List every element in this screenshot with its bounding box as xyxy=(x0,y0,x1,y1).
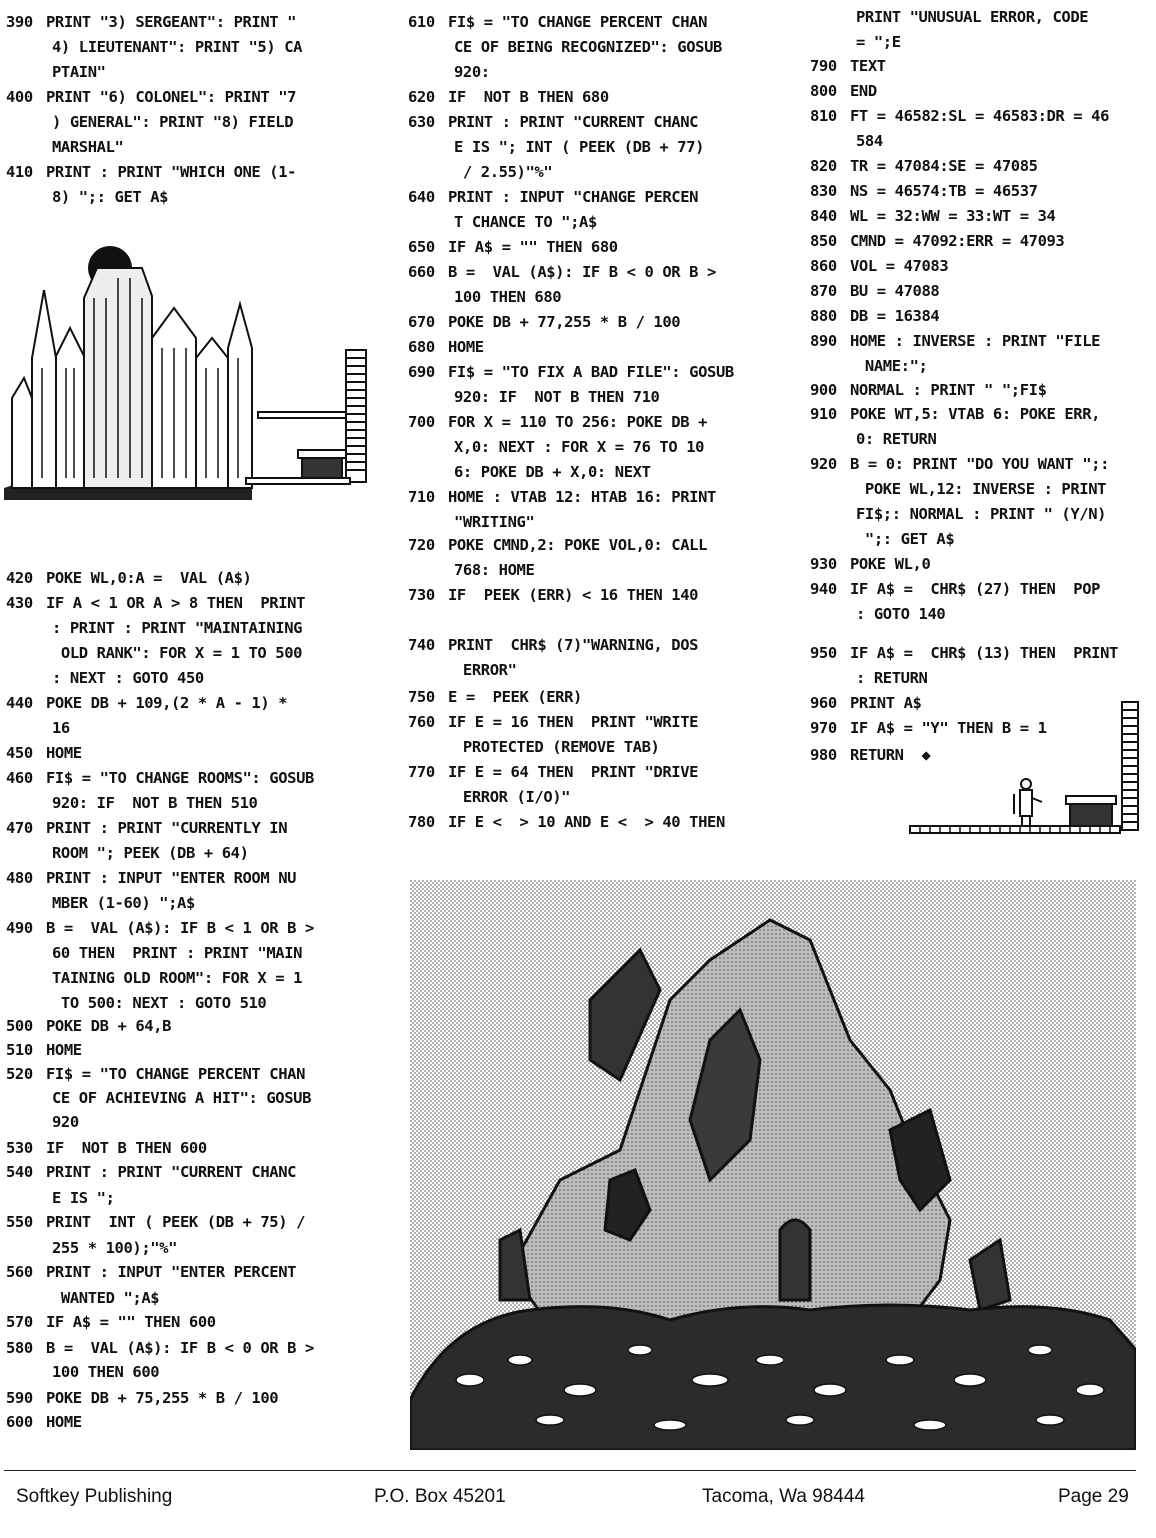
line-number: 830 xyxy=(810,182,837,200)
code-line xyxy=(408,535,707,555)
code-line xyxy=(6,1412,82,1432)
code-text: ERROR (I/O)" xyxy=(454,788,571,806)
line-number: 780 xyxy=(408,813,435,831)
footer-address: P.O. Box 45201 xyxy=(374,1486,506,1507)
code-text: : RETURN xyxy=(856,669,928,687)
code-text: B = 0: PRINT "DO YOU WANT ";: xyxy=(850,455,1110,473)
code-line xyxy=(810,281,939,301)
code-line xyxy=(408,187,698,207)
line-number: 800 xyxy=(810,82,837,100)
code-text: FT = 46582:SL = 46583:DR = 46 xyxy=(850,107,1110,125)
code-text: 6: POKE DB + X,0: NEXT xyxy=(454,463,651,481)
code-line xyxy=(6,818,287,838)
code-line xyxy=(810,454,1109,474)
line-number: 650 xyxy=(408,238,435,256)
code-text: POKE DB + 75,255 * B / 100 xyxy=(46,1389,279,1407)
code-text: = ";E xyxy=(856,33,901,51)
code-line xyxy=(408,337,484,357)
code-text: E IS "; INT ( PEEK (DB + 77) xyxy=(454,138,705,156)
line-number: 520 xyxy=(6,1065,33,1083)
line-number: 860 xyxy=(810,257,837,275)
code-line xyxy=(408,262,716,282)
code-text: CE OF BEING RECOGNIZED": GOSUB xyxy=(454,38,722,56)
code-line xyxy=(810,106,1109,126)
code-line xyxy=(6,568,251,588)
line-number: 740 xyxy=(408,636,435,654)
code-line xyxy=(810,231,1064,251)
code-text: WANTED ";A$ xyxy=(52,1289,160,1307)
code-line xyxy=(810,306,939,326)
code-text: NS = 46574:TB = 46537 xyxy=(850,182,1038,200)
code-line xyxy=(810,7,1088,27)
code-text: 60 THEN PRINT : PRINT "MAIN xyxy=(52,944,303,962)
code-text: : PRINT : PRINT "MAINTAINING xyxy=(52,619,303,637)
code-line xyxy=(408,437,704,457)
code-text: HOME xyxy=(46,1413,82,1431)
line-number: 580 xyxy=(6,1339,33,1357)
code-text: 768: HOME xyxy=(454,561,535,579)
code-line xyxy=(408,635,698,655)
code-line xyxy=(810,56,886,76)
code-line xyxy=(810,668,927,688)
code-text: E = PEEK (ERR) xyxy=(448,688,582,706)
code-line xyxy=(810,479,1106,499)
code-line xyxy=(6,993,266,1013)
code-text: MARSHAL" xyxy=(52,138,124,156)
code-line xyxy=(6,1040,82,1060)
code-text: POKE DB + 109,(2 * A - 1) * xyxy=(46,694,288,712)
code-line xyxy=(408,212,597,232)
code-line xyxy=(810,32,901,52)
code-line xyxy=(6,743,82,763)
code-line xyxy=(810,256,948,276)
code-line xyxy=(6,1162,296,1182)
line-number: 900 xyxy=(810,381,837,399)
code-line xyxy=(408,112,698,132)
line-number: 750 xyxy=(408,688,435,706)
line-number: 700 xyxy=(408,413,435,431)
code-text: PRINT : PRINT "CURRENTLY IN xyxy=(46,819,288,837)
code-line xyxy=(6,843,249,863)
line-number: 890 xyxy=(810,332,837,350)
code-line xyxy=(408,87,609,107)
code-text: PRINT A$ xyxy=(850,694,922,712)
code-line xyxy=(408,512,534,532)
code-text: 920: IF NOT B THEN 710 xyxy=(454,388,660,406)
code-line xyxy=(6,87,296,107)
code-text: NAME:"; xyxy=(856,357,928,375)
code-line xyxy=(810,579,1100,599)
line-number: 770 xyxy=(408,763,435,781)
code-text: B = VAL (A$): IF B < 0 OR B > xyxy=(448,263,716,281)
code-text: PRINT : PRINT "WHICH ONE (1- xyxy=(46,163,297,181)
code-line xyxy=(810,181,1038,201)
code-text: HOME xyxy=(46,744,82,762)
footer-divider xyxy=(4,1470,1136,1471)
line-number: 910 xyxy=(810,405,837,423)
line-number: 620 xyxy=(408,88,435,106)
code-text: TAINING OLD ROOM": FOR X = 1 xyxy=(52,969,303,987)
code-text: HOME : VTAB 12: HTAB 16: PRINT xyxy=(448,488,716,506)
code-text: "WRITING" xyxy=(454,513,535,531)
code-text: T CHANCE TO ";A$ xyxy=(454,213,597,231)
code-line xyxy=(408,687,582,707)
line-number: 940 xyxy=(810,580,837,598)
code-line xyxy=(6,768,314,788)
line-number: 840 xyxy=(810,207,837,225)
line-number: 630 xyxy=(408,113,435,131)
code-text: ERROR" xyxy=(454,661,517,679)
code-line xyxy=(6,12,296,32)
line-number: 710 xyxy=(408,488,435,506)
code-line xyxy=(6,1362,159,1382)
line-number: 870 xyxy=(810,282,837,300)
code-line xyxy=(6,187,168,207)
code-line xyxy=(810,504,1106,524)
code-text: IF A$ = "" THEN 680 xyxy=(448,238,618,256)
code-line xyxy=(6,1338,314,1358)
line-number: 930 xyxy=(810,555,837,573)
code-text: ) GENERAL": PRINT "8) FIELD xyxy=(52,113,294,131)
code-line xyxy=(810,604,945,624)
code-text: IF PEEK (ERR) < 16 THEN 140 xyxy=(448,586,699,604)
line-number: 670 xyxy=(408,313,435,331)
code-text: POKE DB + 64,B xyxy=(46,1017,172,1035)
code-line xyxy=(6,868,296,888)
code-line xyxy=(6,1312,216,1332)
code-line xyxy=(6,1016,171,1036)
code-line xyxy=(408,387,659,407)
code-text: POKE WL,12: INVERSE : PRINT xyxy=(856,480,1107,498)
line-number: 640 xyxy=(408,188,435,206)
code-line xyxy=(408,737,659,757)
code-text: 100 THEN 600 xyxy=(52,1363,160,1381)
code-line xyxy=(408,12,707,32)
line-number: 540 xyxy=(6,1163,33,1181)
line-number: 760 xyxy=(408,713,435,731)
code-text: B = VAL (A$): IF B < 1 OR B > xyxy=(46,919,314,937)
line-number: 490 xyxy=(6,919,33,937)
code-text: 8) ";: GET A$ xyxy=(52,188,169,206)
code-text: PRINT : INPUT "ENTER ROOM NU xyxy=(46,869,297,887)
code-text: PROTECTED (REMOVE TAB) xyxy=(454,738,660,756)
code-line xyxy=(6,643,302,663)
code-text: FI$ = "TO FIX A BAD FILE": GOSUB xyxy=(448,363,734,381)
code-line xyxy=(6,1238,177,1258)
line-number: 920 xyxy=(810,455,837,473)
code-text: POKE DB + 77,255 * B / 100 xyxy=(448,313,681,331)
code-text: DB = 16384 xyxy=(850,307,940,325)
line-number: 470 xyxy=(6,819,33,837)
code-text: PRINT "3) SERGEANT": PRINT " xyxy=(46,13,297,31)
code-line xyxy=(810,356,927,376)
code-text: IF E = 16 THEN PRINT "WRITE xyxy=(448,713,699,731)
line-number: 590 xyxy=(6,1389,33,1407)
code-text: IF NOT B THEN 680 xyxy=(448,88,609,106)
code-line xyxy=(408,660,517,680)
code-text: TR = 47084:SE = 47085 xyxy=(850,157,1038,175)
line-number: 970 xyxy=(810,719,837,737)
code-line xyxy=(408,462,651,482)
code-text: BU = 47088 xyxy=(850,282,940,300)
code-line xyxy=(408,362,734,382)
code-text: 4) LIEUTENANT": PRINT "5) CA xyxy=(52,38,303,56)
code-text: MBER (1-60) ";A$ xyxy=(52,894,195,912)
code-line xyxy=(6,137,123,157)
code-line xyxy=(408,762,698,782)
code-line xyxy=(810,156,1038,176)
code-text: ";: GET A$ xyxy=(856,530,955,548)
rock-mountain-illustration xyxy=(410,880,1136,1450)
code-text: POKE WL,0:A = VAL (A$) xyxy=(46,569,252,587)
code-text: HOME : INVERSE : PRINT "FILE xyxy=(850,332,1101,350)
footer-publisher: Softkey Publishing xyxy=(16,1486,173,1507)
line-number: 950 xyxy=(810,644,837,662)
code-line xyxy=(408,312,680,332)
code-text: 16 xyxy=(52,719,70,737)
line-number: 450 xyxy=(6,744,33,762)
code-line xyxy=(6,1262,296,1282)
code-line xyxy=(810,404,1100,424)
code-line xyxy=(810,206,1055,226)
code-line xyxy=(6,968,302,988)
code-line xyxy=(6,943,302,963)
code-line xyxy=(6,62,106,82)
code-text: 584 xyxy=(856,132,883,150)
code-line xyxy=(810,429,936,449)
code-line xyxy=(6,668,204,688)
code-line xyxy=(6,1212,305,1232)
line-number: 500 xyxy=(6,1017,33,1035)
code-line xyxy=(810,131,883,151)
line-number: 980 xyxy=(810,746,837,764)
code-line xyxy=(810,693,921,713)
line-number: 530 xyxy=(6,1139,33,1157)
code-text: TEXT xyxy=(850,57,886,75)
code-line xyxy=(6,918,314,938)
code-line xyxy=(6,793,257,813)
code-text: IF NOT B THEN 600 xyxy=(46,1139,207,1157)
code-line xyxy=(408,37,722,57)
code-text: FI$ = "TO CHANGE PERCENT CHAN xyxy=(448,13,708,31)
code-line xyxy=(408,560,534,580)
line-number: 480 xyxy=(6,869,33,887)
line-number: 570 xyxy=(6,1313,33,1331)
code-text: IF A < 1 OR A > 8 THEN PRINT xyxy=(46,594,306,612)
code-text: IF E = 64 THEN PRINT "DRIVE xyxy=(448,763,699,781)
code-text: 255 * 100);"%" xyxy=(52,1239,178,1257)
line-number: 600 xyxy=(6,1413,33,1431)
line-number: 610 xyxy=(408,13,435,31)
code-text: : NEXT : GOTO 450 xyxy=(52,669,204,687)
line-number: 410 xyxy=(6,163,33,181)
code-line xyxy=(6,618,302,638)
code-text: PTAIN" xyxy=(52,63,106,81)
code-line xyxy=(810,380,1047,400)
code-text: HOME xyxy=(448,338,484,356)
castle-illustration xyxy=(2,238,374,500)
code-line xyxy=(6,718,70,738)
code-text: IF A$ = "Y" THEN B = 1 xyxy=(850,719,1047,737)
code-text: 920 xyxy=(52,1113,79,1131)
code-text: OLD RANK": FOR X = 1 TO 500 xyxy=(52,644,303,662)
code-text: CE OF ACHIEVING A HIT": GOSUB xyxy=(52,1089,312,1107)
code-text: CMND = 47092:ERR = 47093 xyxy=(850,232,1065,250)
code-line xyxy=(6,593,305,613)
code-line xyxy=(408,237,618,257)
code-text: IF A$ = CHR$ (13) THEN PRINT xyxy=(850,644,1118,662)
code-text: / 2.55)"%" xyxy=(454,163,553,181)
code-text: PRINT : PRINT "CURRENT CHANC xyxy=(448,113,699,131)
code-text: ROOM "; PEEK (DB + 64) xyxy=(52,844,249,862)
code-line xyxy=(408,585,698,605)
robot-chest-illustration xyxy=(908,698,1140,838)
code-line xyxy=(810,331,1100,351)
line-number: 730 xyxy=(408,586,435,604)
line-number: 560 xyxy=(6,1263,33,1281)
code-line xyxy=(6,1388,278,1408)
code-line xyxy=(6,37,302,57)
code-line xyxy=(408,287,561,307)
footer-city: Tacoma, Wa 98444 xyxy=(702,1486,865,1507)
line-number: 810 xyxy=(810,107,837,125)
code-text: PRINT : INPUT "ENTER PERCENT xyxy=(46,1263,297,1281)
line-number: 550 xyxy=(6,1213,33,1231)
line-number: 850 xyxy=(810,232,837,250)
code-line xyxy=(408,712,698,732)
line-number: 680 xyxy=(408,338,435,356)
code-line xyxy=(408,137,704,157)
code-text: PRINT "UNUSUAL ERROR, CODE xyxy=(856,8,1089,26)
code-line xyxy=(6,1064,305,1084)
code-line xyxy=(810,643,1118,663)
line-number: 420 xyxy=(6,569,33,587)
code-text: PRINT : INPUT "CHANGE PERCEN xyxy=(448,188,699,206)
code-text: RETURN ◆ xyxy=(850,746,931,764)
code-line xyxy=(408,787,570,807)
code-text: POKE CMND,2: POKE VOL,0: CALL xyxy=(448,536,708,554)
code-line xyxy=(408,812,725,832)
code-line xyxy=(6,693,287,713)
code-text: FI$ = "TO CHANGE ROOMS": GOSUB xyxy=(46,769,314,787)
code-text: VOL = 47083 xyxy=(850,257,949,275)
code-text: END xyxy=(850,82,877,100)
line-number: 880 xyxy=(810,307,837,325)
line-number: 790 xyxy=(810,57,837,75)
code-text: PRINT CHR$ (7)"WARNING, DOS xyxy=(448,636,699,654)
line-number: 430 xyxy=(6,594,33,612)
line-number: 660 xyxy=(408,263,435,281)
code-text: NORMAL : PRINT " ";FI$ xyxy=(850,381,1047,399)
code-text: : GOTO 140 xyxy=(856,605,946,623)
line-number: 510 xyxy=(6,1041,33,1059)
code-line xyxy=(408,487,716,507)
code-text: POKE WL,0 xyxy=(850,555,931,573)
code-text: PRINT "6) COLONEL": PRINT "7 xyxy=(46,88,297,106)
code-line xyxy=(408,62,490,82)
code-text: IF A$ = "" THEN 600 xyxy=(46,1313,216,1331)
code-line xyxy=(810,554,930,574)
code-line xyxy=(6,112,293,132)
code-text: TO 500: NEXT : GOTO 510 xyxy=(52,994,267,1012)
code-text: IF E < > 10 AND E < > 40 THEN xyxy=(448,813,725,831)
code-text: PRINT INT ( PEEK (DB + 75) / xyxy=(46,1213,306,1231)
line-number: 820 xyxy=(810,157,837,175)
line-number: 690 xyxy=(408,363,435,381)
code-text: HOME xyxy=(46,1041,82,1059)
code-line xyxy=(408,162,552,182)
code-line xyxy=(6,1088,311,1108)
code-text: FOR X = 110 TO 256: POKE DB + xyxy=(448,413,708,431)
code-line xyxy=(810,529,954,549)
line-number: 400 xyxy=(6,88,33,106)
code-text: E IS "; xyxy=(52,1189,115,1207)
code-text: FI$;: NORMAL : PRINT " (Y/N) xyxy=(856,505,1107,523)
code-line xyxy=(6,1138,207,1158)
code-text: 0: RETURN xyxy=(856,430,937,448)
code-text: 920: xyxy=(454,63,490,81)
code-line xyxy=(408,412,707,432)
code-line xyxy=(6,162,296,182)
code-text: WL = 32:WW = 33:WT = 34 xyxy=(850,207,1056,225)
line-number: 720 xyxy=(408,536,435,554)
line-number: 960 xyxy=(810,694,837,712)
code-text: PRINT : PRINT "CURRENT CHANC xyxy=(46,1163,297,1181)
line-number: 390 xyxy=(6,13,33,31)
code-text: X,0: NEXT : FOR X = 76 TO 10 xyxy=(454,438,705,456)
line-number: 460 xyxy=(6,769,33,787)
code-text: 920: IF NOT B THEN 510 xyxy=(52,794,258,812)
footer-page-number: Page 29 xyxy=(1058,1486,1129,1507)
code-text: 100 THEN 680 xyxy=(454,288,562,306)
code-line xyxy=(810,81,877,101)
code-line xyxy=(6,1188,115,1208)
code-text: POKE WT,5: VTAB 6: POKE ERR, xyxy=(850,405,1101,423)
code-line xyxy=(6,1288,159,1308)
code-line xyxy=(6,893,195,913)
code-line xyxy=(6,1112,79,1132)
code-text: IF A$ = CHR$ (27) THEN POP xyxy=(850,580,1101,598)
code-text: B = VAL (A$): IF B < 0 OR B > xyxy=(46,1339,314,1357)
line-number: 440 xyxy=(6,694,33,712)
code-text: FI$ = "TO CHANGE PERCENT CHAN xyxy=(46,1065,306,1083)
